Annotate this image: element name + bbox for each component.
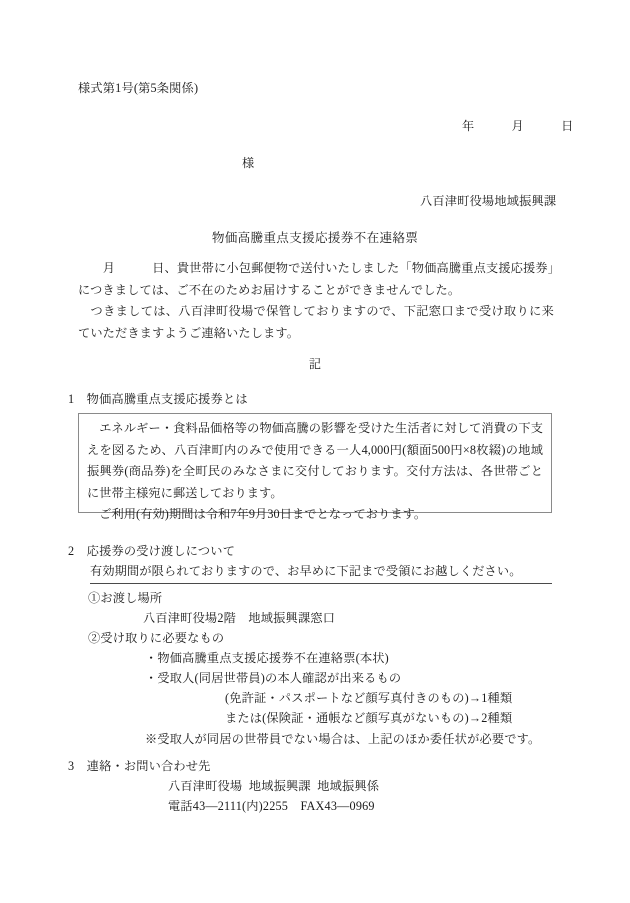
contact-phone: 電話43—2111(内)2255 FAX43—0969 — [168, 799, 375, 813]
definition-box-content — [87, 418, 543, 526]
required-item-bullet-2-sub-1: (免許証・パスポートなど顔写真付きのもの)→1種類 — [225, 691, 513, 705]
definition-paragraph-1: エネルギー・食料品価格等の物価高騰の影響を受けた生活者に対して消費の下支えを図るため、八百津町内のみで使用できる一人4,000円(額面500円×8枚綴)の地域振興券(商品券)を全町民のみなさまに交付しております。交付方法は、各世帯ごとに世帯主様宛に郵送しております。 — [87, 421, 543, 500]
date-line: 年 月 日 — [462, 119, 574, 133]
ki-marker: 記 — [308, 357, 322, 371]
addressee-honorific: 様 — [242, 156, 255, 170]
page-title: 物価高騰重点支援応援券不在連絡票 — [211, 231, 419, 245]
form-number: 様式第1号(第5条関係) — [78, 81, 199, 95]
required-items-label: ②受け取りに必要なもの — [88, 631, 225, 645]
required-item-bullet-2-sub-2: または(保険証・通帳など顔写真がないもの)→2種類 — [225, 711, 513, 725]
definition-box — [78, 413, 552, 521]
contact-office: 八百津町役場 地域振興課 地域振興係 — [168, 779, 380, 793]
pickup-location-label: ①お渡し場所 — [88, 591, 163, 605]
definition-paragraph-2: ご利用(有効)期間は令和7年9月30日までとなっております。 — [99, 507, 427, 521]
section-2-heading: 2 応援券の受け渡しについて — [68, 544, 236, 558]
underlined-notice: 有効期間が限られておりますので、お早めに下記まで受領にお越しください。 — [90, 561, 552, 584]
section-3-heading: 3 連絡・お問い合わせ先 — [68, 759, 211, 773]
proxy-note: ※受取人が同居の世帯員でない場合は、上記のほか委任状が必要です。 — [145, 732, 541, 746]
issuing-department: 八百津町役場地域振興課 — [420, 194, 557, 208]
intro-paragraph-2: つきましては、八百津町役場で保管しておりますので、下記窓口まで受け取りに来ていただきますようご連絡いたします。 — [78, 304, 554, 340]
section-1-heading: 1 物価高騰重点支援応援券とは — [68, 392, 248, 406]
pickup-location-value: 八百津町役場2階 地域振興課窓口 — [143, 611, 336, 625]
required-item-bullet-2: ・受取人(同居世帯員)の本人確認が出来るもの — [145, 671, 402, 685]
required-item-bullet-1: ・物価高騰重点支援応援券不在連絡票(本状) — [145, 651, 389, 665]
intro-paragraph-1: 月 日、貴世帯に小包郵便物で送付いたしました「物価高騰重点支援応援券」につきましては、ご不在のためお届けすることができませんでした。 — [78, 261, 554, 297]
